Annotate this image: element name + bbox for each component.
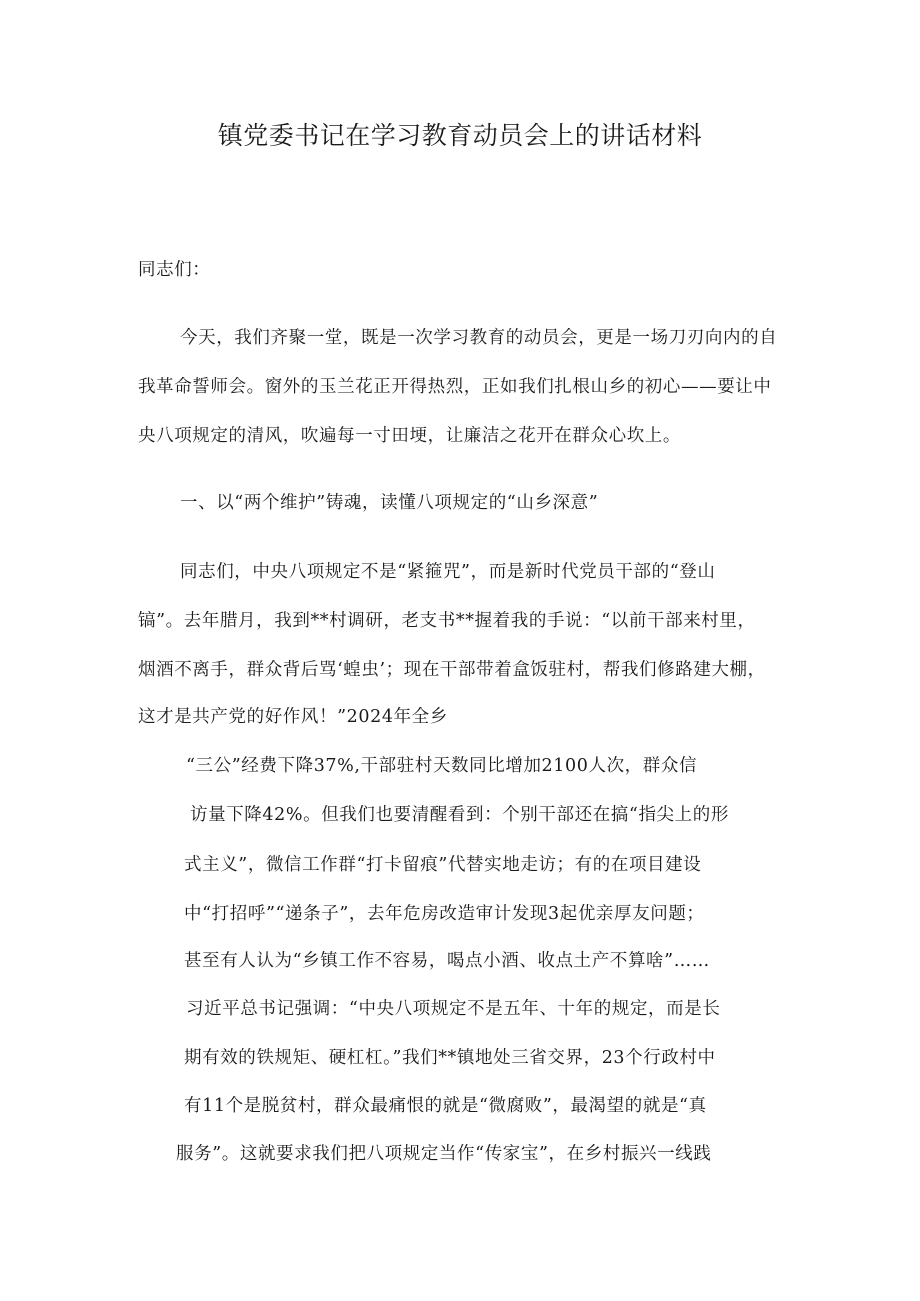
paragraph-line: 烟酒不离手，群众背后骂‘蝗虫’；现在干部带着盒饭驻村，帮我们修路建大棚， <box>138 660 766 680</box>
paragraph-line: 这才是共产党的好作风！”2024年全乡 <box>138 707 448 727</box>
paragraph-line: 今天，我们齐聚一堂，既是一次学习教育的动员会，更是一场刀刃向内的自 <box>180 328 778 348</box>
document-title: 镇党委书记在学习教育动员会上的讲话材料 <box>217 121 703 150</box>
paragraph-line: 甚至有人认为“乡镇工作不容易，喝点小酒、收点土产不算啥”…… <box>184 951 710 971</box>
paragraph-line: 习近平总书记强调：“中央八项规定不是五年、十年的规定，而是长 <box>186 999 721 1019</box>
paragraph-line: 央八项规定的清风，吹遍每一寸田埂，让廉洁之花开在群众心坎上。 <box>138 426 681 446</box>
paragraph-line: 同志们，中央八项规定不是“紧箍咒”，而是新时代党员干部的“登山 <box>180 562 716 582</box>
paragraph-line: 中“打招呼”“递条子”，去年危房改造审计发现3起优亲厚友问题； <box>184 904 705 924</box>
paragraph-line: 服务”。这就要求我们把八项规定当作“传家宝”，在乡村振兴一线践 <box>176 1144 712 1164</box>
paragraph-line: 访量下降42%。但我们也要清醒看到：个别干部还在搞“指尖上的形 <box>190 805 729 825</box>
paragraph-line: 有11个是脱贫村，群众最痛恨的就是“微腐败”，最渴望的就是“真 <box>184 1096 707 1116</box>
paragraph-line: 式主义”，微信工作群“打卡留痕”代替实地走访；有的在项目建设 <box>184 855 702 875</box>
paragraph-line: 镐”。去年腊月，我到**村调研，老支书**握着我的手说：“以前干部来村里， <box>138 611 756 631</box>
salutation: 同志们： <box>138 260 211 280</box>
section-heading: 一、以“两个维护”铸魂，读懂八项规定的“山乡深意” <box>180 493 599 513</box>
paragraph-line: “三公”经费下降37%,干部驻村天数同比增加2100人次，群众信 <box>186 756 698 776</box>
paragraph-line: 期有效的铁规矩、硬杠杠。”我们**镇地处三省交界，23个行政村中 <box>184 1048 716 1068</box>
paragraph-line: 我革命誓师会。窗外的玉兰花正开得热烈，正如我们扎根山乡的初心——要让中 <box>138 377 772 397</box>
